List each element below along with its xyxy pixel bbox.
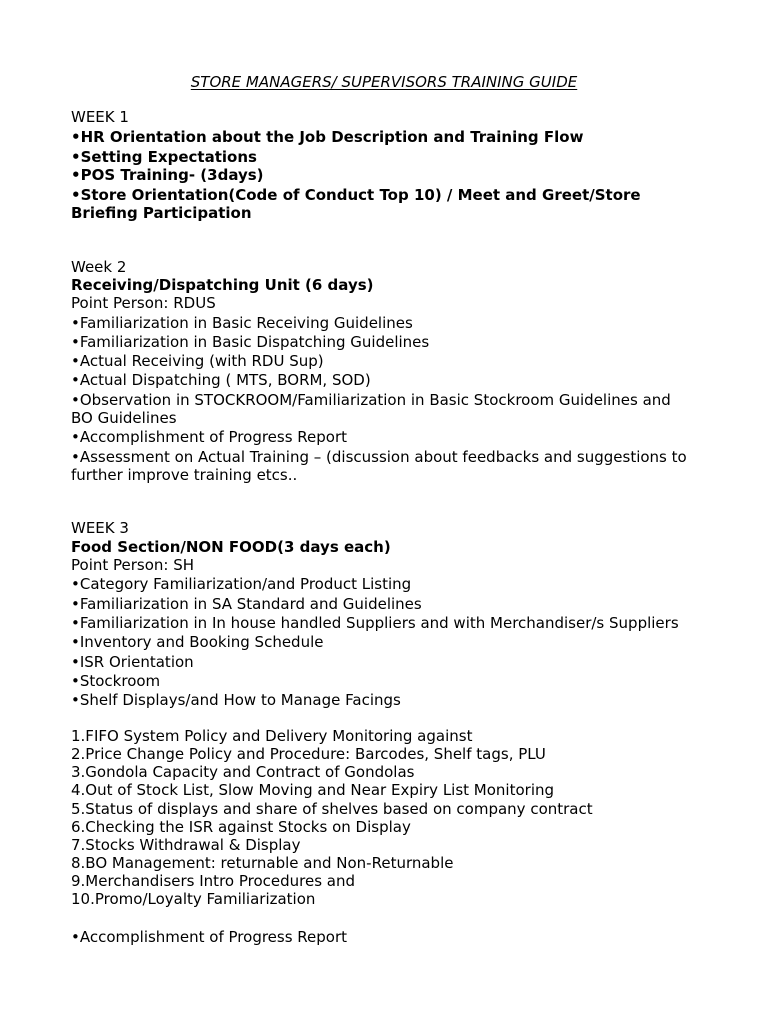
page-title: STORE MANAGERS/ SUPERVISORS TRAINING GUIDE	[190, 73, 578, 91]
week2-item: •Actual Dispatching ( MTS, BORM, SOD)	[71, 371, 371, 389]
week3-numbered-item: 6.Checking the ISR against Stocks on Display	[71, 818, 411, 836]
week2-item: •Observation in STOCKROOM/Familiarization in Basic Stockroom Guidelines and	[71, 391, 671, 409]
week1-item: •POS Training- (3days)	[71, 166, 264, 184]
week3-numbered-item: 10.Promo/Loyalty Familiarization	[71, 890, 316, 908]
week3-numbered-item: 8.BO Management: returnable and Non-Returnable	[71, 854, 454, 872]
week2-item: •Actual Receiving (with RDU Sup)	[71, 352, 324, 370]
week1-item: •Setting Expectations	[71, 148, 257, 166]
week1-item: •Store Orientation(Code of Conduct Top 10) / Meet and Greet/Store	[71, 186, 641, 204]
week2-item: further improve training etcs..	[71, 466, 298, 484]
week2-point-person: Point Person: RDUS	[71, 294, 216, 312]
week3-numbered-item: 2.Price Change Policy and Procedure: Barcodes, Shelf tags, PLU	[71, 745, 546, 763]
week3-numbered-item: 3.Gondola Capacity and Contract of Gondolas	[71, 763, 415, 781]
week2-subheading: Receiving/Dispatching Unit (6 days)	[71, 276, 374, 294]
week2-item: •Familiarization in Basic Dispatching Guidelines	[71, 333, 430, 351]
week3-heading: WEEK 3	[71, 519, 129, 537]
week3-final-item: •Accomplishment of Progress Report	[71, 928, 348, 946]
week3-item: •ISR Orientation	[71, 653, 194, 671]
week3-subheading: Food Section/NON FOOD(3 days each)	[71, 538, 391, 556]
week3-item: •Familiarization in SA Standard and Guidelines	[71, 595, 422, 613]
week3-numbered-item: 4.Out of Stock List, Slow Moving and Near Expiry List Monitoring	[71, 781, 555, 799]
week3-numbered-item: 5.Status of displays and share of shelves based on company contract	[71, 800, 593, 818]
week2-item: BO Guidelines	[71, 409, 177, 427]
week1-item: •HR Orientation about the Job Description and Training Flow	[71, 128, 584, 146]
week2-item: •Familiarization in Basic Receiving Guidelines	[71, 314, 413, 332]
week2-item: •Assessment on Actual Training – (discussion about feedbacks and suggestions to	[71, 448, 687, 466]
week1-item: Briefing Participation	[71, 204, 252, 222]
week3-point-person: Point Person: SH	[71, 556, 195, 574]
week3-item: •Inventory and Booking Schedule	[71, 633, 324, 651]
week2-item: •Accomplishment of Progress Report	[71, 428, 348, 446]
week3-numbered-item: 1.FIFO System Policy and Delivery Monitoring against	[71, 727, 473, 745]
week3-numbered-item: 7.Stocks Withdrawal & Display	[71, 836, 301, 854]
week3-item: •Shelf Displays/and How to Manage Facings	[71, 691, 401, 709]
week3-item: •Familiarization in In house handled Suppliers and with Merchandiser/s Suppliers	[71, 614, 679, 632]
week3-numbered-item: 9.Merchandisers Intro Procedures and	[71, 872, 356, 890]
week3-item: •Category Familiarization/and Product Listing	[71, 575, 412, 593]
week3-item: •Stockroom	[71, 672, 161, 690]
week2-heading: Week 2	[71, 258, 127, 276]
week1-heading: WEEK 1	[71, 108, 129, 126]
